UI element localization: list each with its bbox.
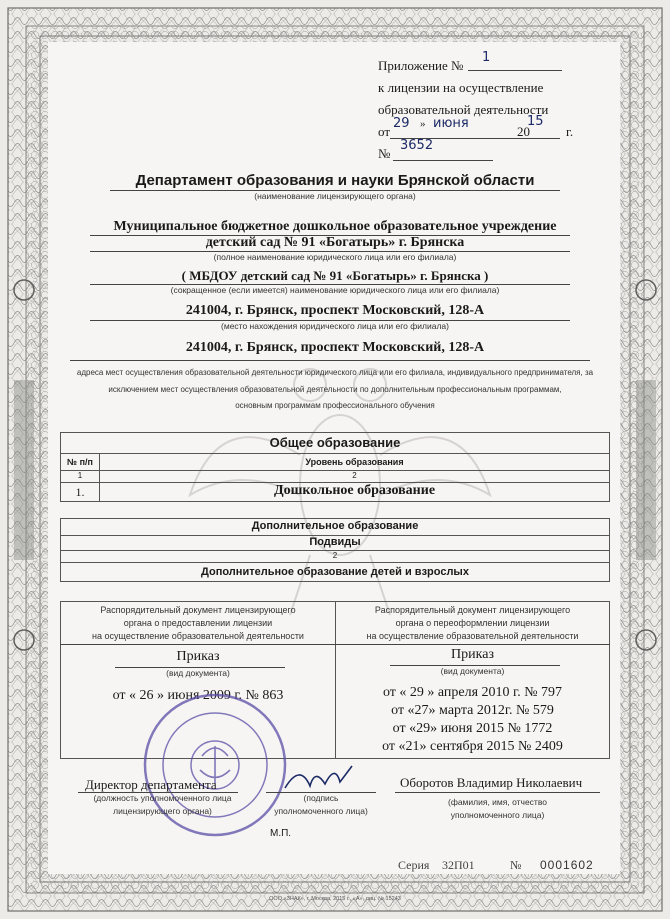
signer-name: Оборотов Владимир Николаевич	[400, 775, 583, 790]
authority-name: Департамент образования и науки Брянской области	[135, 172, 535, 189]
printer-imprint: ООО «ЗНАК», г. Москва, 2015 г., «А», лиц. № 15243	[269, 896, 401, 902]
right-doc-kind: Приказ	[451, 647, 494, 662]
date-day: 29	[393, 116, 410, 131]
right-head-3: на осуществление образовательной деятельности	[366, 631, 579, 641]
address-caption-3: основным программам профессионального обучения	[235, 401, 435, 410]
full-name-line-1: Муниципальное бюджетное дошкольное образовательное учреждение	[113, 219, 557, 234]
right-doc-entry-4: от «21» сентября 2015 № 2409	[382, 739, 563, 754]
appendix-underline	[468, 70, 562, 71]
right-head-1: Распорядительный документ лицензирующего	[374, 605, 571, 615]
date-year: 15	[527, 114, 544, 129]
official-stamp-icon	[140, 690, 290, 840]
additional-col-sub: Подвиды	[309, 536, 361, 548]
name-caption-2: уполномоченного лица)	[450, 810, 545, 820]
date-from-label: от	[378, 124, 391, 139]
general-row-value: Дошкольное образование	[273, 483, 436, 498]
general-col-no: № п/п	[67, 457, 93, 467]
series-value: 32П01	[442, 858, 475, 872]
right-head-2: органа о переоформлении лицензии	[395, 618, 550, 628]
date-year-prefix: 20	[517, 124, 530, 139]
date-month: июня	[433, 116, 469, 131]
license-appendix-page: Приложение № 1 к лицензии на осуществление образовательной деятельности от 29 » июня 20 15 г. № 3652 Департамент образования и науки Брянской области (наименование лицензирующего органа) Муниципальное бюджетное дошкольное образовательное учреждение детский сад № 91 «Богатырь» г. Брянска (полное наименование юридического лица или его филиала) ( МБДОУ детский сад № 91 «Богатырь» г. Брянска ) (сокращенное (если имеется) наименование юридического лица или его филиала) 241004, г. Брянск, проспект Московский, 128-А (место нахождения юридического лица или его филиала) 241004, г. Брянск, проспект Московский, 128-А адреса мест осуществления образовательной деятельности юридического лица или его филиала, индивидуального предпринимателя, за исключением мест осуществления образовательной деятельности по дополнительным профессиональным программам, основным программам профессионального обучения Общее образование № п/п Уровень образования 1 2 1. Дошкольное образование Дополнительное образование Подвиды 2 Дополнительное образование детей и взрослых Распорядительный документ лицензирующего органа о предоставлении лицензии на осуществление образовательной деятельности Распорядительный документ лицензирующего органа о переоформлении лицензии на осуществление образовательной деятельности Приказ (вид документа) от « 26 » июня 2009 г. № 863 Приказ (вид документа) от « 29 » апреля 2010 г. № 797 от «27» марта 2012г. № 579 от «29» июня 2015 № 1772 от «21» сентября 2015 № 2409 Директор департамента (должность уполномоченного лица лицензирующего органа) (подпись уполномоченного лица) Оборотов Владимир Николаевич (фамилия, имя, отчество уполномоченного лица) М.П. Серия 32П01 № 0001602 ООО «ЗНАК», г. Москва, 2015 г., «А», лиц. № 15243	[0, 0, 670, 919]
position-caption-1: (должность уполномоченного лица	[93, 793, 232, 803]
left-head-1: Распорядительный документ лицензирующего	[100, 605, 296, 615]
general-num-2: 2	[352, 471, 357, 480]
left-head-3: на осуществление образовательной деятельности	[92, 631, 304, 641]
general-row-no: 1.	[75, 485, 85, 499]
right-doc-entry-1: от « 29 » апреля 2010 г. № 797	[382, 685, 563, 700]
short-name: ( МБДОУ детский сад № 91 «Богатырь» г. Брянска )	[181, 268, 489, 283]
left-doc-entry: от « 26 » июня 2009 г. № 863	[112, 688, 284, 703]
stamp-place-label: М.П.	[270, 828, 292, 839]
signer-position: Директор департамента	[85, 777, 217, 792]
full-name-line-2: детский сад № 91 «Богатырь» г. Брянска	[205, 235, 465, 250]
activity-text: образовательной деятельности	[378, 102, 549, 117]
license-number: 3652	[400, 138, 434, 153]
appendix-label: Приложение №	[378, 58, 464, 73]
left-kind-caption: (вид документа)	[166, 668, 230, 678]
location-caption: (место нахождения юридического лица или его филиала)	[221, 321, 449, 331]
appendix-number: 1	[482, 50, 491, 65]
left-head-2: органа о предоставлении лицензии	[123, 618, 273, 628]
license-number-underline	[393, 160, 493, 161]
general-num-1: 1	[77, 471, 83, 480]
address-caption-1: адреса мест осуществления образовательной деятельности юридического лица или его филиала, индивидуального предпринимателя, за	[76, 368, 594, 377]
activity-address: 241004, г. Брянск, проспект Московский, 128-А	[185, 340, 485, 355]
to-license-text: к лицензии на осуществление	[378, 80, 544, 95]
right-doc-entry-2: от «27» марта 2012г. № 579	[391, 703, 554, 718]
signature-caption-1: (подпись	[303, 793, 339, 803]
series-label: Серия	[398, 858, 430, 872]
license-number-label: №	[378, 146, 391, 161]
form-number: 0001602	[540, 858, 594, 872]
right-kind-caption: (вид документа)	[440, 666, 505, 676]
general-table-title: Общее образование	[269, 435, 401, 450]
location-address: 241004, г. Брянск, проспект Московский, 128-А	[185, 303, 485, 318]
right-doc-entry-3: от «29» июня 2015 № 1772	[392, 721, 553, 736]
additional-num: 2	[332, 551, 338, 560]
position-caption-2: лицензирующего органа)	[113, 806, 212, 816]
signature-caption-2: уполномоченного лица)	[274, 806, 368, 816]
general-col-level: Уровень образования	[305, 457, 404, 467]
left-doc-kind: Приказ	[176, 649, 220, 664]
authority-caption: (наименование лицензирующего органа)	[254, 191, 416, 201]
full-name-caption: (полное наименование юридического лица или его филиала)	[213, 252, 457, 262]
additional-row-value: Дополнительное образование детей и взрослых	[201, 566, 469, 578]
name-caption-1: (фамилия, имя, отчество	[448, 797, 547, 807]
additional-table-title: Дополнительное образование	[251, 520, 419, 532]
address-caption-2: исключением мест осуществления образовательной деятельности по дополнительным профессиональным программам,	[108, 385, 562, 394]
date-year-suffix: г.	[566, 124, 574, 139]
form-number-label: №	[510, 858, 522, 872]
short-name-caption: (сокращенное (если имеется) наименование юридического лица или его филиала)	[170, 285, 500, 295]
